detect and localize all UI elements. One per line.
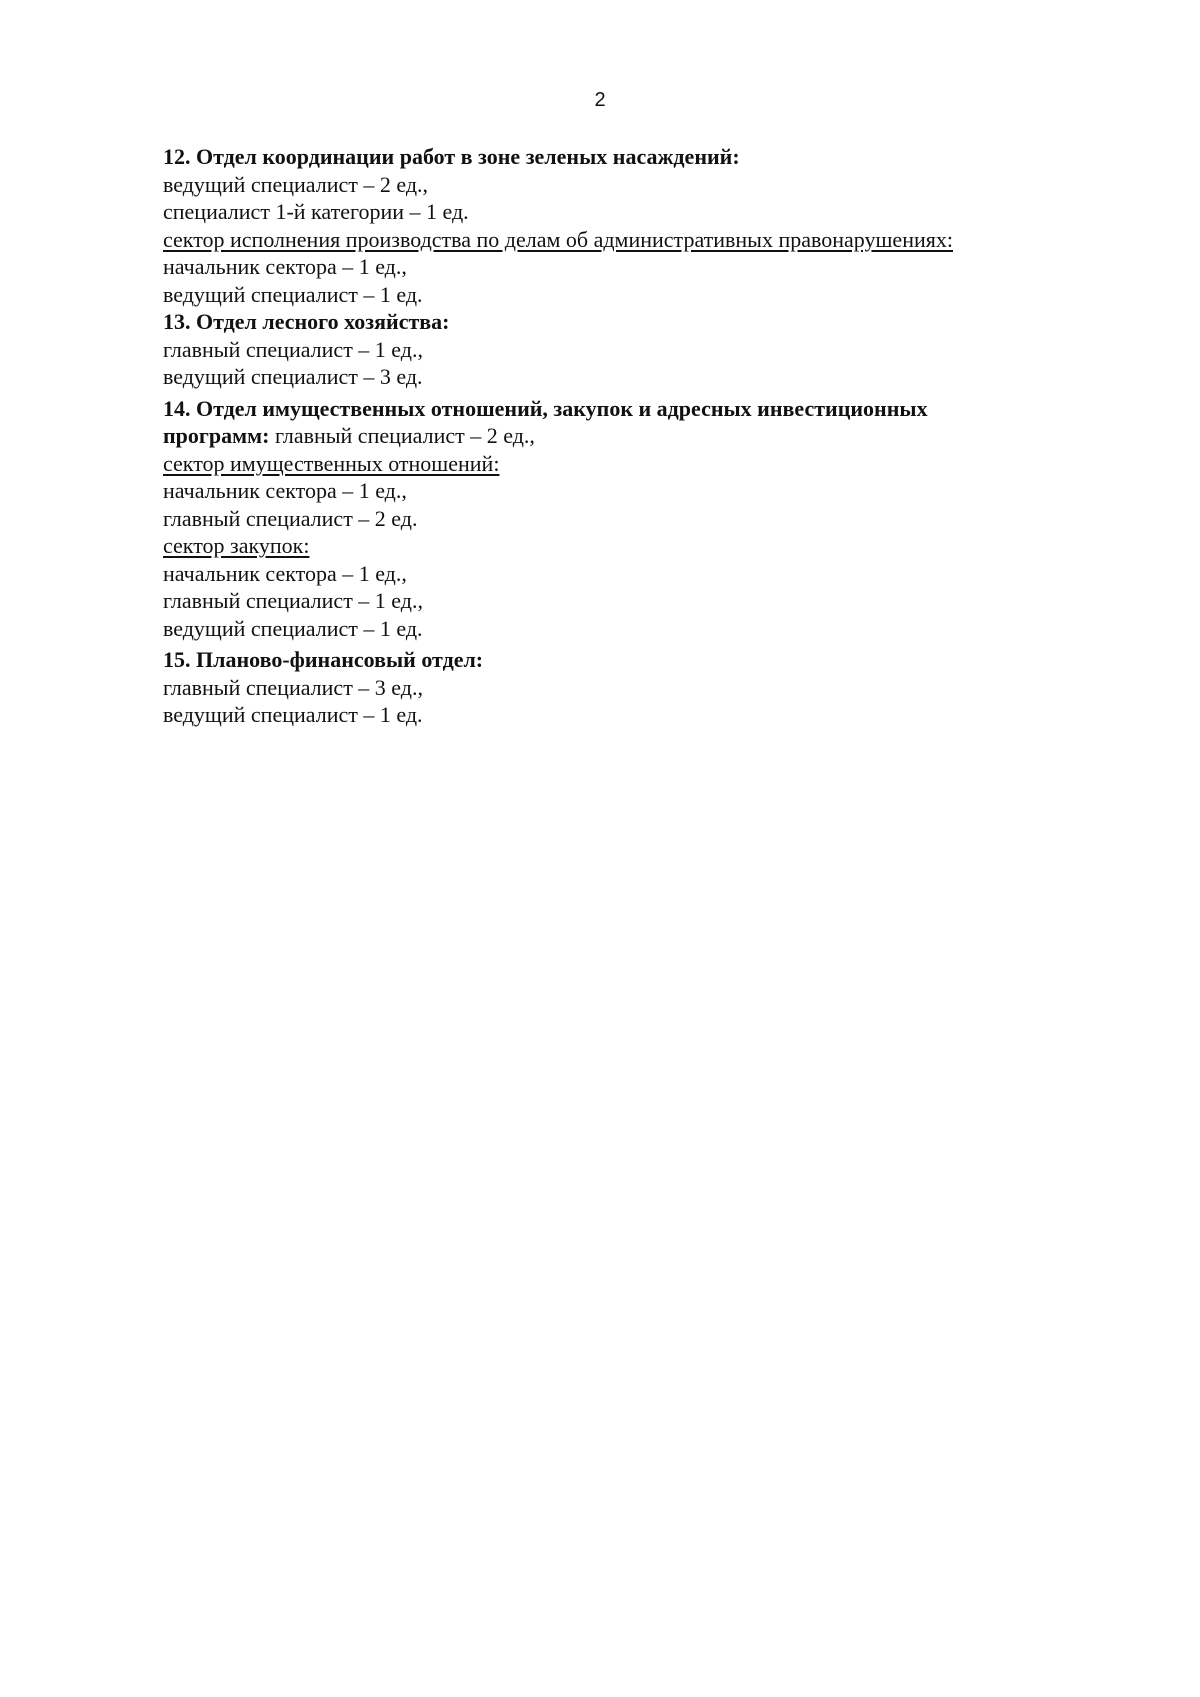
- section-14-item: главный специалист – 2 ед.,: [269, 423, 535, 448]
- section-14-sector-item: ведущий специалист – 1 ед.: [163, 615, 423, 641]
- section-14-sector-title: сектор имущественных отношений:: [163, 450, 500, 476]
- section-13-item: ведущий специалист – 3 ед.: [163, 364, 423, 389]
- section-14-sector-item: начальник сектора – 1 ед.,: [163, 478, 407, 503]
- section-14-sector-item: главный специалист – 2 ед.: [163, 505, 418, 531]
- section-14-heading: 14. Отдел имущественных отношений, закупок и адресных инвестиционных: [163, 395, 928, 421]
- section-12-heading: 12. Отдел координации работ в зоне зеленых насаждений:: [163, 144, 740, 169]
- section-15-item: главный специалист – 3 ед.,: [163, 674, 423, 700]
- section-12-sector-item: начальник сектора – 1 ед.,: [163, 254, 407, 279]
- section-14-heading-continuation: [163, 422, 1083, 450]
- section-12-sector-title: сектор исполнения производства по делам об административных правонарушениях:: [163, 226, 953, 252]
- section-13-heading: 13. Отдел лесного хозяйства:: [163, 309, 450, 334]
- section-14-sector-title: сектор закупок:: [163, 533, 310, 558]
- section-13-item: главный специалист – 1 ед.,: [163, 336, 423, 362]
- section-13: [163, 308, 1083, 391]
- section-14-heading-end: программ:: [163, 423, 270, 448]
- section-14-sector-item: главный специалист – 1 ед.,: [163, 588, 423, 613]
- section-12-sector-item: ведущий специалист – 1 ед.: [163, 281, 423, 307]
- section-12-item: специалист 1-й категории – 1 ед.: [163, 199, 469, 224]
- section-12: [163, 143, 1083, 308]
- section-12-item: ведущий специалист – 2 ед.,: [163, 171, 429, 197]
- section-15: [163, 646, 1083, 729]
- section-15-heading: 15. Планово-финансовый отдел:: [163, 647, 484, 672]
- page-number: 2: [594, 89, 606, 111]
- section-15-item: ведущий специалист – 1 ед.: [163, 702, 423, 727]
- section-14-sector-item: начальник сектора – 1 ед.,: [163, 560, 407, 586]
- document-body: [163, 143, 1083, 729]
- section-14: [163, 395, 1083, 643]
